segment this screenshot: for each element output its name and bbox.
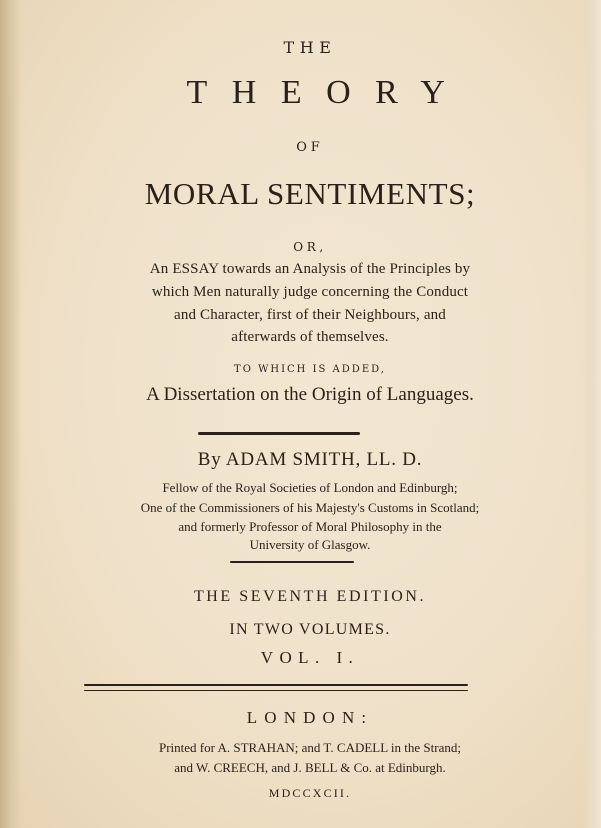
essay-line: which Men naturally judge concerning the Conduct bbox=[151, 284, 469, 300]
ornamental-rule bbox=[198, 432, 360, 435]
title-of: OF bbox=[296, 140, 324, 155]
title-or: OR, bbox=[293, 240, 327, 254]
double-rule-bottom bbox=[84, 690, 468, 691]
credential-line: University of Glasgow. bbox=[249, 537, 371, 552]
edition-line: THE SEVENTH EDITION. bbox=[193, 588, 427, 605]
credential-line: One of the Commissioners of his Majesty's Customs in Scotland; bbox=[140, 500, 480, 515]
ornamental-rule bbox=[230, 561, 354, 563]
title-theory: THEORY bbox=[186, 74, 470, 111]
page-edge bbox=[583, 0, 601, 828]
imprint-year: MDCCXCII. bbox=[268, 786, 352, 800]
essay-line: afterwards of themselves. bbox=[231, 329, 389, 345]
essay-line: An ESSAY towards an Analysis of the Principles by bbox=[149, 261, 471, 277]
dissertation-title: A Dissertation on the Origin of Languages. bbox=[146, 384, 474, 405]
to-which-added: TO WHICH IS ADDED, bbox=[234, 364, 386, 375]
imprint-city: LONDON: bbox=[246, 708, 374, 727]
double-rule-top bbox=[84, 684, 468, 686]
printer-line: and W. CREECH, and J. BELL & Co. at Edinburgh. bbox=[174, 760, 446, 775]
volumes-line: IN TWO VOLUMES. bbox=[229, 621, 391, 638]
author-line: By ADAM SMITH, LL. D. bbox=[197, 449, 423, 470]
essay-line: and Character, first of their Neighbours, and bbox=[174, 307, 446, 323]
title-the: THE bbox=[283, 38, 337, 57]
credential-line: Fellow of the Royal Societies of London and Edinburgh; bbox=[162, 480, 458, 495]
printer-line: Printed for A. STRAHAN; and T. CADELL in the Strand; bbox=[159, 740, 461, 755]
book-gutter-shadow bbox=[0, 0, 22, 828]
credential-line: and formerly Professor of Moral Philosophy in the bbox=[178, 519, 442, 534]
volume-number: VOL. I. bbox=[260, 648, 360, 667]
main-title: MORAL SENTIMENTS; bbox=[144, 176, 476, 211]
